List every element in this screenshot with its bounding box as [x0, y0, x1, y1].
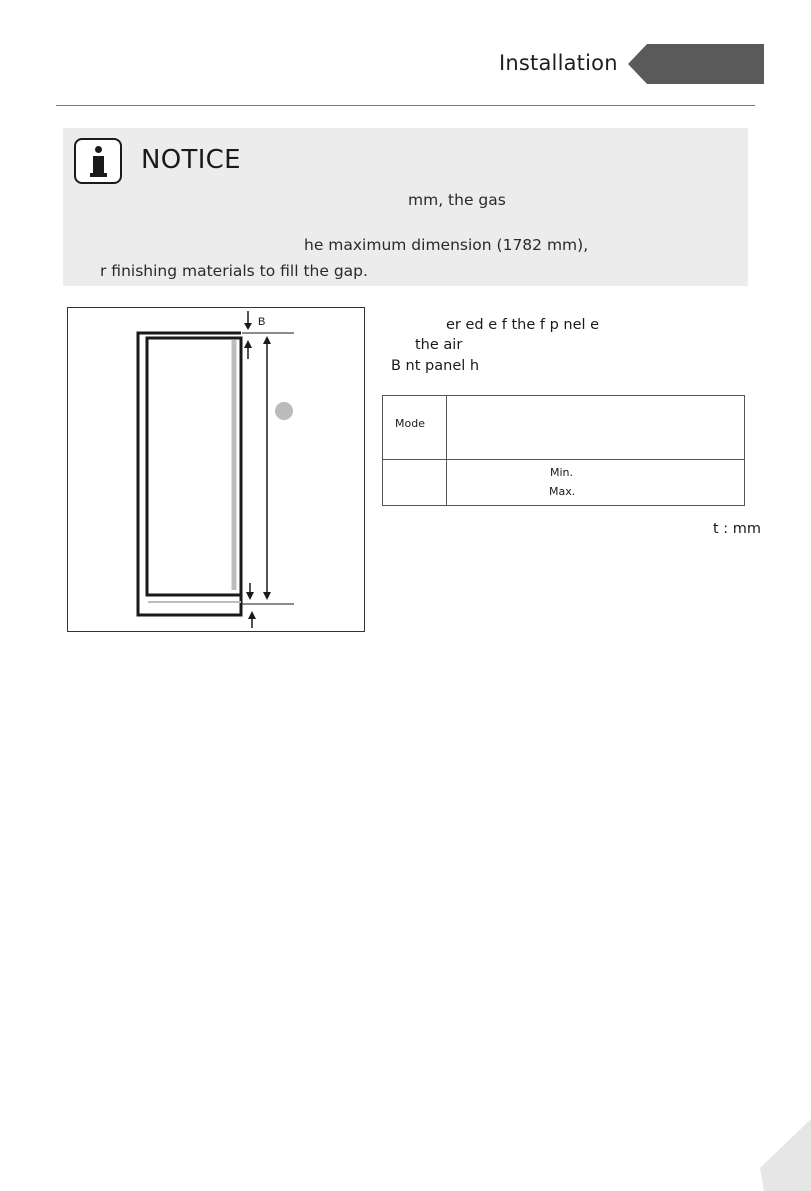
table-header-mode: Mode [395, 417, 425, 430]
table-min-label: Min. [550, 466, 574, 479]
arrow-up-icon [263, 336, 271, 344]
body-text-line-2: the air [415, 337, 463, 353]
arrow-down-icon [246, 592, 254, 600]
header-divider [56, 105, 755, 106]
unit-note: t : mm [713, 521, 762, 537]
table-max-label: Max. [549, 485, 576, 498]
body-text-line-1: er ed e f the f p nel e [446, 317, 600, 333]
notice-line-2: he maximum dimension (1782 mm), [304, 236, 589, 254]
arrow-up-icon [248, 611, 256, 619]
arrow-down-icon [263, 592, 271, 600]
notice-line-1: mm, the gas [408, 191, 506, 209]
door-panel [147, 338, 241, 595]
dimension-table [382, 395, 745, 506]
installation-diagram [67, 307, 365, 632]
gap-diagram-drawing [68, 308, 366, 633]
section-title: Installation [499, 51, 618, 75]
appliance-outline [138, 333, 241, 615]
arrow-down-icon [244, 323, 252, 330]
arrow-up-icon [244, 340, 252, 348]
gap-label-b: B [258, 316, 266, 328]
notice-line-3: r finishing materials to fill the gap. [100, 262, 368, 280]
circle-marker-icon [275, 402, 293, 420]
section-tab-marker [628, 44, 764, 84]
info-icon [74, 138, 122, 184]
notice-title: NOTICE [141, 145, 241, 175]
page-corner-marker [760, 1119, 811, 1191]
body-text-line-3: B nt panel h [391, 358, 480, 374]
